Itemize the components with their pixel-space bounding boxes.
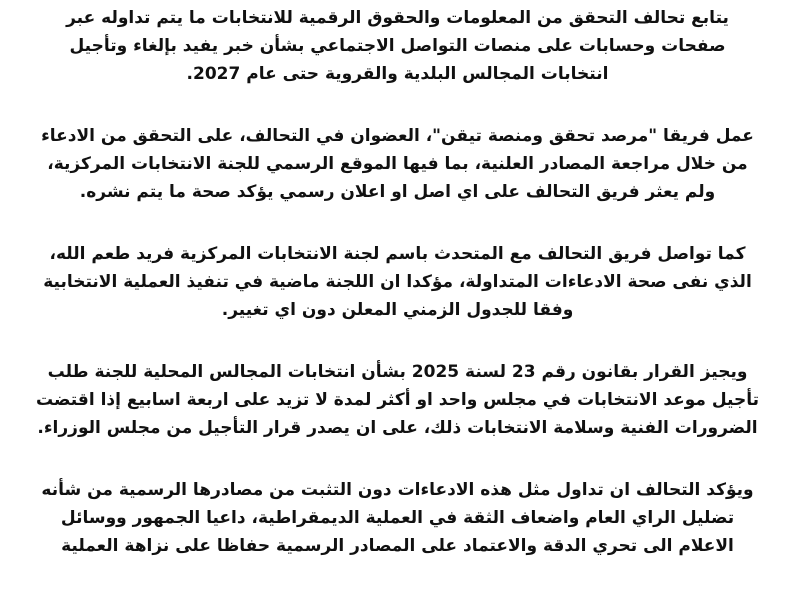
article-body [35,4,760,594]
article-paragraph-5: ويؤكد التحالف ان تداول مثل هذه الادعاءات دون التثبت من مصادرها الرسمية من شأنه تضليل الراي العام واضعاف الثقة في العملية الديمقراطية، داعيا الجمهور ووسائل الاعلام الى تحري الدقة والاعتماد على المصادر الرسمية حفاظا على نزاهة العملية [41,480,754,556]
article-paragraph-4: ويجيز القرار بقانون رقم 23 لسنة 2025 بشأن انتخابات المجالس المحلية للجنة طلب تأجيل موعد الانتخابات في مجلس واحد او أكثر لمدة لا تزيد على اربعة اسابيع إذا اقتضت الضرورات الفنية وسلامة الانتخابات ذلك، على ان يصدر قرار التأجيل من مجلس الوزراء. [36,362,759,438]
article-paragraph-3: كما تواصل فريق التحالف مع المتحدث باسم لجنة الانتخابات المركزية فريد طعم الله، الذي نفى صحة الادعاءات المتداولة، مؤكدا ان اللجنة ماضية في تنفيذ العملية الانتخابية وفقا للجدول الزمني المعلن دون اي تغيير. [43,244,752,320]
article-paragraph-2: عمل فريقا "مرصد تحقق ومنصة تيقن"، العضوان في التحالف، على التحقق من الادعاء من خلال مراجعة المصادر العلنية، بما فيها الموقع الرسمي للجنة الانتخابات المركزية، ولم يعثر فريق التحالف على اي اصل او اعلان رسمي يؤكد صحة ما يتم نشره. [41,126,754,202]
article-paragraph-1: يتابع تحالف التحقق من المعلومات والحقوق الرقمية للانتخابات ما يتم تداوله عبر صفحات وحسابات على منصات التواصل الاجتماعي بشأن خبر يفيد بإلغاء وتأجيل انتخابات المجالس البلدية والقروية حتى عام 2027. [66,8,729,84]
